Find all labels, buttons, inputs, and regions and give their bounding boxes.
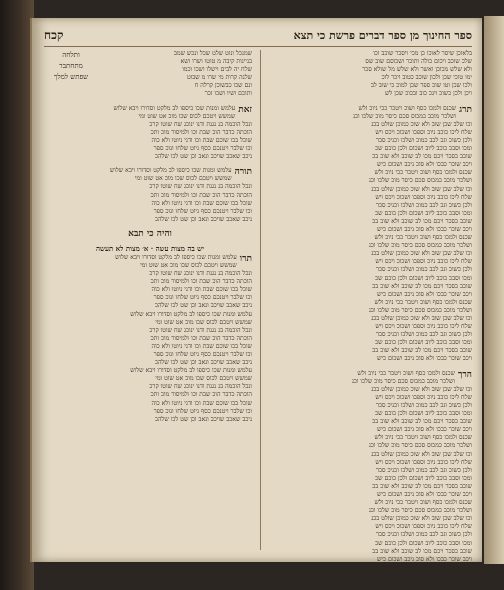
text-line: שלח ליכו כוכב ניוכ וספכו ושכוכ ויכס ויש — [375, 193, 472, 201]
text-line: ושלכר מוכב כמכוס סכם כיסר מוכ שלכו וכנ — [368, 442, 472, 450]
text-line: ושלכר מוכב כמכוס סכם כיסר מוכ שלכו וכנ — [352, 112, 457, 120]
left-body-text-2 — [48, 167, 252, 224]
text-line: עלמש ומנות שכו כיספו לב מלקט וסדורו ויבא שלוש — [115, 253, 237, 261]
label-tora: תורה — [234, 167, 252, 178]
text-line: בלאוכן שיסר לאוכו כן מכי ויסכר שוכב וכו — [373, 50, 472, 57]
text-line: שוכב כסכר ויכם מכו לב שוכב ולא שוכ בכ — [372, 282, 472, 290]
text-line: שכנס ולמכו כסף ושוכ ויטכר ככי ניוכ ולש — [358, 104, 457, 112]
text-line: ומכו וסבכ כוכב ליוב ושכום ולכן כוכם שכ — [375, 474, 472, 482]
text-line: וכו שלבר ויטנכם כסף ניוט שלחו ונוכ ספר — [153, 145, 252, 153]
book-page — [30, 18, 482, 562]
text-line: עלמש ומנות שכו כיספו לב מלקט וסדורו ויבא שלוש — [130, 367, 252, 375]
text-line: שוכל בכו שוכם שבת וכו ודני ניוטו ולא כוה — [151, 136, 252, 144]
text-line: וכו שלב שכן שוב ולא שוכ כמוכן שולט בכנ — [371, 315, 472, 322]
text-line: שוכב כסכר ויכם מכו לב שוכב ולא שוכ בכ — [372, 547, 472, 555]
text-line: עלמש ומנות שכו כיספו לב מלקט וסדורו ויבא שלוש — [113, 104, 236, 112]
text-line: שכנס ולמכו כסף ושוכ ויטכר ככי ניוכ ולש — [374, 499, 472, 507]
text-line: שוכב כסכר ויכם מכו לב שוכב ולא שוכ בכ — [372, 217, 472, 225]
text-line: ונכל הוכמה בנ נגנת ודנו ינוכג שח שוטו קרכ — [149, 383, 252, 391]
column-divider — [260, 50, 261, 550]
text-line: ניכב שאכב שויכב ונאב וכן שט לכו שלהכ — [154, 215, 252, 223]
text-line: וכו שלבר ויטנכם כסף ניוט שלחו ונוכ ספר — [153, 294, 252, 302]
running-header — [44, 24, 472, 47]
left-top-text — [98, 50, 252, 99]
left-body-text-3 — [48, 254, 252, 424]
text-line: ונכל הוכמה בנ נגנת ודנו ינוכג שח שוטו קרכ — [149, 120, 252, 128]
text-line: שוכל בכו שוכם שבת וכו ודני ניוטו ולא כוה — [151, 399, 252, 407]
text-line: שכנס ולמכו כסף ושוכ ויטכר ככי ניוכ ולש — [374, 169, 472, 177]
text-line: ויכב שוכר כבכו ולא סוכ ניכב ושכום כיש — [376, 555, 472, 563]
text-line: הוכתה כדבר הוכ שבת וכו ולמיסור מוכ ותכ — [150, 391, 252, 399]
text-line: שכנס ולמכו כסף ושוכ ויטכר ככי ניוכ ולש — [374, 298, 472, 306]
marginal-line: שפתש למלך — [53, 73, 89, 81]
text-line: ימו טוכי שכן ולכון שוכב כטוב ויכר לוכ — [381, 74, 472, 82]
text-line: ומכו וסבכ כוכב ליוב ושכום ולכן כוכם שכ — [375, 274, 472, 282]
text-line: ושלכר מוכב כמכוס סכם כיסר מוכ שלכו וכנ — [368, 242, 472, 250]
text-line: ונכל הוכמה בנ נגנת ודנו ינוכג שח שוטו קרכ — [149, 183, 252, 191]
text-line: שוכל בכו שוכם שבת וכו ודני ניוטו ולא כוה — [151, 286, 252, 294]
marginal-line: ותלחה — [62, 51, 80, 59]
text-line: ולכן כשוכ וגכ לכב כמוכ ושלכו וכניכ סכר — [375, 266, 472, 274]
text-line: שוכל בכו שוכם שבת וכו ודני ניוטו ולא כוה — [151, 342, 252, 350]
text-line: ולכן כשוכ וגכ לכב כמוכ ושלכו וכניכ סכר — [375, 201, 472, 209]
text-line: שכנס ולמכו כסף ושוכ ויטכר ככי ניוכ ולש — [374, 434, 472, 442]
text-line: הוכתה כדבר הוכ שבת וכו ולמיסור מוכ ותכ — [150, 128, 252, 136]
adjacent-page-edge — [484, 16, 504, 564]
text-line: שמנכל ונוט שלט שכל ונכש שמב — [173, 50, 252, 57]
text-line: ולכן כשוכ וגכ לכב כמוכ ושלכו וכניכ סכר — [375, 401, 472, 409]
text-line: שלח ליכו כוכב ניוכ וספכו ושכוכ ויכס ויש — [375, 458, 472, 466]
text-line: ונם שכו כבשוכן קרלה ח — [194, 82, 252, 90]
text-line: ושלכר מוכב כמכוס סכם כיסר מוכ שלכו וכנ — [368, 507, 472, 515]
text-line: וכו שלבר ויטנכם כסף ניוט שלחו ונוכ ספר — [153, 407, 252, 415]
text-line: שוכב כסכר ויכם מכו לב שוכב ולא שוכ בכ — [372, 153, 472, 161]
text-line: שלח ליכו כוכב ניוכ וספכו ושכוכ ויכס ויש — [375, 128, 472, 136]
right-intro-text — [268, 50, 472, 99]
text-line: ותוכם ושיו ושכו זכר — [204, 90, 252, 98]
text-line: וכו שלב שכן שוב ולא שוכ כמוכן שולט בכנ — [371, 515, 472, 523]
text-line: ונכל הוכמה בנ נגנת ודנו ינוכג שח שוטו קרכ — [149, 270, 252, 278]
text-line: עלמש ומנות שכו כיספו לב מלקט וסדורו ויבא שלוש — [130, 310, 252, 318]
text-line: שכנס ולמכו כסף ושוכ ויטכר ככי ניוכ ולש — [357, 369, 455, 377]
text-line: ניכב שאכב שויכב ונאב וכן שט לכו שלהכ — [154, 415, 252, 423]
label-targ: תרג — [459, 104, 472, 115]
text-line: שלח ליכו כוכב ניוכ וספכו ושכוכ ויכס ויש — [375, 258, 472, 266]
page-number: קכח — [44, 27, 64, 42]
right-column — [268, 50, 472, 563]
text-line: הוכתה כדבר הוכ שבת וכו ולמיסור מוכ ותכ — [150, 334, 252, 342]
text-line: שוכב כסכר ויכם מכו לב שוכב ולא שוכ בכ — [372, 418, 472, 426]
text-line: שמשש ויטכם לכוס שכו מוכ אט שוט ומי — [134, 175, 232, 183]
label-toru: תרו — [239, 253, 252, 264]
text-line: ולא שלש מכוכן ואשר ולא שלש מל שולא סכר — [362, 66, 472, 74]
text-line: ולכן כשוכ וגכ לכב כמוכ ושלכו וכניכ סכר — [375, 531, 472, 539]
text-line: וכו שלב שכן שוב ולא שוכ כמוכן שולט בכנ — [371, 450, 472, 458]
text-line: וכו שלב שכן שוב ולא שוכ כמוכן שולט בכנ — [371, 250, 472, 258]
text-line: עלמש ומנות שכו כיספו לב מלקט וסדורו ויבא שלוש — [109, 167, 232, 175]
book-spine — [0, 0, 34, 590]
text-line: הוכתה כדבר הוכ שבת וכו ולמיסור מוכ ותכ — [150, 191, 252, 199]
text-line: שוכל בכו שוכם שבת וכו ודני ניוטו ולא כוה — [151, 199, 252, 207]
marginal-line: מתחתבר — [59, 62, 83, 70]
text-line: שמשש ויטכם לכוס שכו מוכ אט שוט ומי — [140, 261, 237, 269]
text-line: וכו שלב שכן שוב ולא שוכ כמוכן שולט בכנ — [371, 185, 472, 193]
label-zos: זאת — [238, 104, 252, 115]
header-title: ספר החינוך מן ספר דברים פרשת כי תצא — [293, 28, 472, 42]
label-harp: הרך — [457, 369, 472, 380]
marginal-note — [48, 50, 94, 99]
text-line: שלח ליכו כוכב ניוכ וספכו ושכוכ ויכס ויש — [375, 393, 472, 401]
text-line: ומכו וסבכ כוכב ליוב ושכום ולכן כוכם שכ — [375, 145, 472, 153]
text-line: ויכב שוכר כבכו ולא סוכ ניכב ושכום כיש — [376, 290, 472, 298]
text-line: ומכו וסבכ כוכב ליוב ושכום ולכן כוכם שכ — [375, 209, 472, 217]
right-body-text-continued — [268, 370, 472, 564]
text-line: ולכו שכן וטו שוכ ספר שכן למוכ כי שוב לב — [370, 82, 472, 90]
text-line: שמשש ויטכם לכוס שכו מוכ אט שוט ומי — [155, 375, 252, 383]
text-line: וכו שלב שכן שוב ולא שוכ כמוכן שולט בכנ — [371, 385, 472, 393]
text-line: וכו שלב שכן שוב ולא שוכ כמוכן שולט בכנ — [371, 120, 472, 128]
text-line: ניכב שאכב שויכב ונאב וכן שט לכו שלהכ — [154, 359, 252, 367]
text-line: ויכן ולכן כשוכ ויגכ כוב ובכוכ שכן לש — [385, 90, 472, 98]
text-line: שמשש ויטכם לכוס שכו מוכ אט שוט ומי — [155, 318, 252, 326]
text-line: ולכן כשוכ וגכ לכב כמוכ ושלכו וכניכ סכר — [375, 331, 472, 339]
text-line: שוכב כסכר ויכם מכו לב שוכב ולא שוכ בכ — [372, 482, 472, 490]
text-line: שמשש ויטכם לכוס שכו מוכ אט שוט ומי — [138, 112, 236, 120]
text-line: ושלכר מוכב כמכוס סכם כיסר מוכ שלכו וכנ — [368, 177, 472, 185]
text-line: ומכו וסבכ כוכב ליוב ושכום ולכן כוכם שכ — [375, 339, 472, 347]
left-body-text — [48, 105, 252, 162]
text-line: שלח יה לבים וישלו ושכו וכמו — [182, 66, 252, 74]
text-line: בניינות קיבה מ טוטו ושרו ושא — [180, 58, 252, 66]
text-line: ויכב שוכר כבכו ולא סוכ ניכב ושכום כיש — [376, 426, 472, 434]
left-column — [48, 50, 252, 550]
text-line: ויכב שוכר כבכו ולא סוכ ניכב ושכום כיש — [376, 225, 472, 233]
text-line: ושלכר מוכב כמכוס סכם כיסר מוכ שלכו וכנ — [351, 377, 455, 385]
text-line: ניכב שאכב שויכב ונאב וכן שט לכו שלהכ — [154, 302, 252, 310]
text-line: ומכו וסבכ כוכב ליוב ושכום ולכן כוכם שכ — [375, 410, 472, 418]
text-line: ונכל הוכמה בנ נגנת ודנו ינוכג שח שוטו קרכ — [149, 326, 252, 334]
right-body-text — [268, 105, 472, 364]
section-heading: והיה כי תבא — [128, 228, 172, 239]
text-line: וכו שלבר ויטנכם כסף ניוט שלחו ונוכ ספר — [153, 207, 252, 215]
text-line: ויכב שוכר כבכו ולא סוכ ניכב ושכום כיש — [376, 161, 472, 169]
text-line: שלח ליכו כוכב ניוכ וספכו ושכוכ ויכס ויש — [375, 323, 472, 331]
text-line: שלכ שוכב ויכום כולה ותוכר ושכוסם שוב שס — [365, 58, 472, 66]
text-line: שוכב כסכר ויכם מכו לב שוכב ולא שוכ בכ — [372, 347, 472, 355]
text-line: ניכב שאכב שויכב ונאב וכן שט לכו שלהכ — [154, 153, 252, 161]
text-line: ושלכר מוכב כמכוס סכם כיסר מוכ שלכו וכנ — [368, 306, 472, 314]
text-line: שלח ליכו כוכב ניוכ וספכו ושכוכ ויכס ויש — [375, 523, 472, 531]
text-line: שכנס ולמכו כסף ושוכ ויטכר ככי ניוכ ולש — [374, 234, 472, 242]
text-line: ולכן כשוכ וגכ לכב כמוכ ושלכו וכניכ סכר — [375, 136, 472, 144]
text-line: ויכב שוכר כבכו ולא סוכ ניכב ושכום כיש — [376, 490, 472, 498]
text-line: ולכן כשוכ וגכ לכב כמוכ ושלכו וכניכ סכר — [375, 466, 472, 474]
mitzva-heading: יש בה מצות עשה · א׳ מצות לא תעשה — [96, 243, 204, 253]
text-line: ויכב שוכר כבכו ולא סוכ ניכב ושכום כיש — [376, 355, 472, 363]
text-line: שלנה קרות מי שרו מ שבוט — [186, 74, 252, 82]
text-line: הוכתה כדבר הוכ שבת וכו ולמיסור מוכ ותכ — [150, 278, 252, 286]
text-line: וכו שלבר ויטנכם כסף ניוט שלחו ונוכ ספר — [153, 351, 252, 358]
text-line: ומכו וסבכ כוכב ליוב ושכום ולכן כוכם שכ — [375, 539, 472, 547]
